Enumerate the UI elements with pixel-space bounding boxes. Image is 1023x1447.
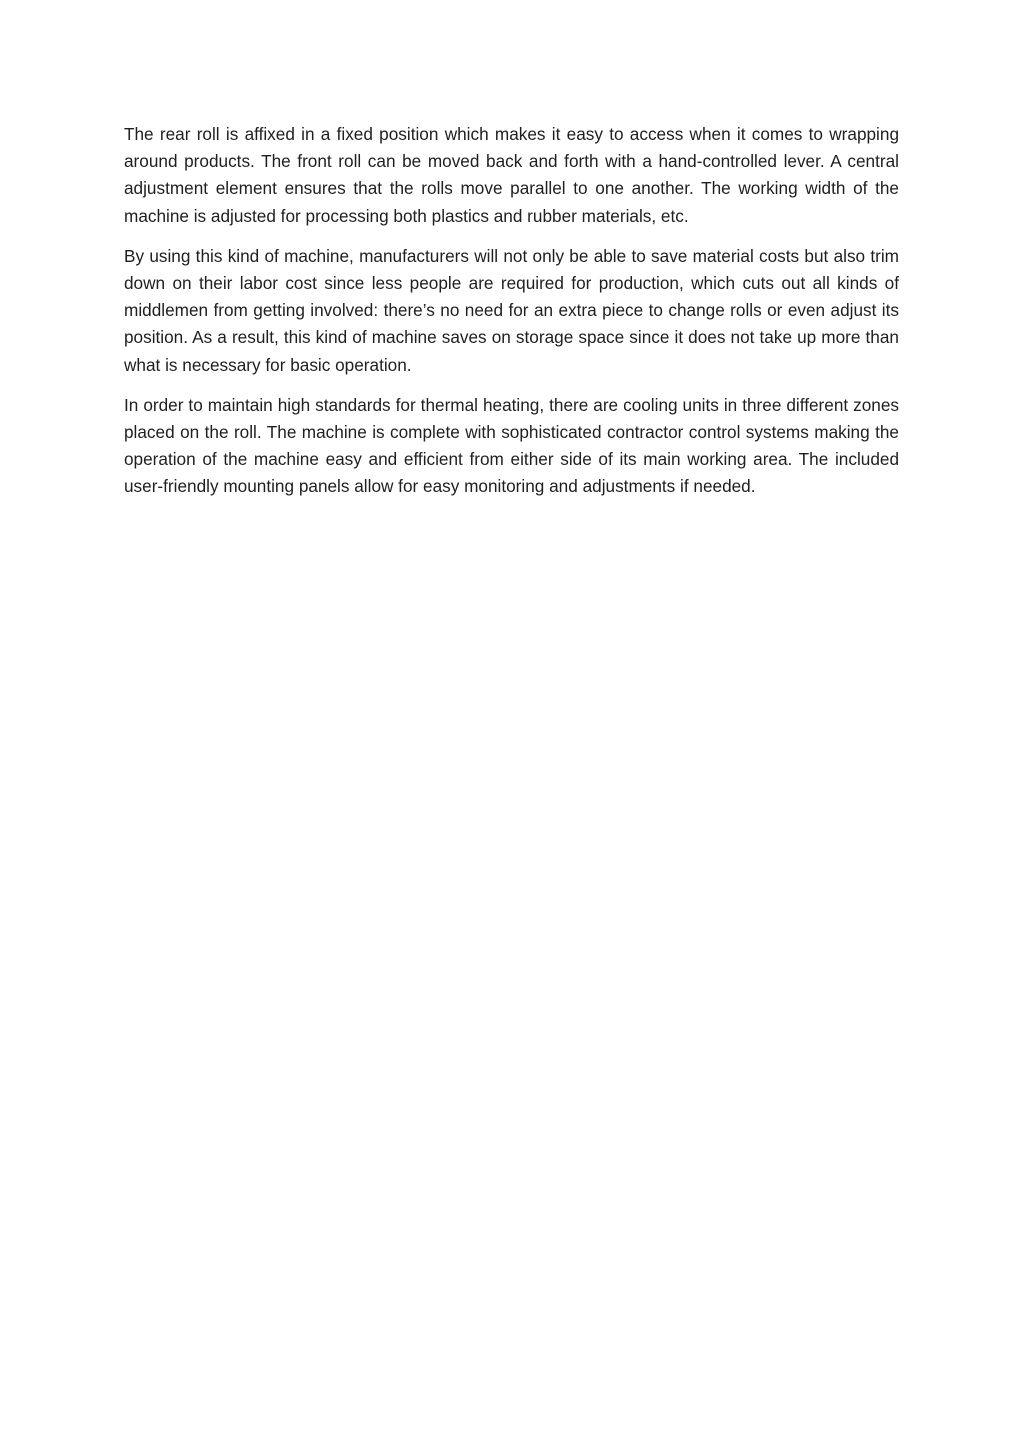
paragraph-3: In order to maintain high standards for thermal heating, there are cooling units in three different zones placed on the roll. The machine is complete with sophisticated contractor control systems making the operation of the machine easy and efficient from either side of its main working area. The included user-friendly mounting panels allow for easy monitoring and adjustments if needed. xyxy=(124,394,899,497)
document-body xyxy=(124,121,899,514)
paragraph-1: The rear roll is affixed in a fixed position which makes it easy to access when it comes to wrapping around products. The front roll can be moved back and forth with a hand-controlled lever. A central adjustment element ensures that the rolls move parallel to one another. The working width of the machine is adjusted for processing both plastics and rubber materials, etc. xyxy=(124,124,899,226)
paragraph-2: By using this kind of machine, manufacturers will not only be able to save material costs but also trim down on their labor cost since less people are required for production, which cuts out all kinds of middlemen from getting involved: there’s no need for an extra piece to change rolls or even adjust its position. As a result, this kind of machine saves on storage space since it does not take up more than what is necessary for basic operation. xyxy=(124,245,899,375)
